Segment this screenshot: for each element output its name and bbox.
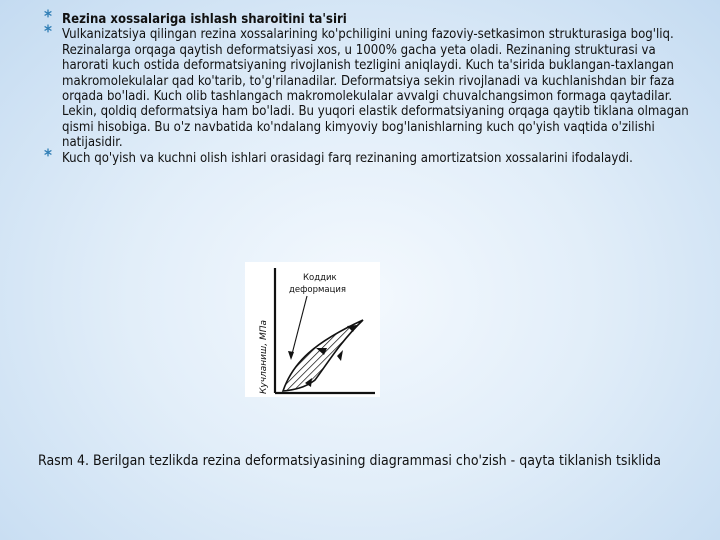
bullet-text: Kuch qo'yish va kuchni olish ishlari orasidagi farq rezinaning amortizatsion xossalarini ifodalaydi. [62, 150, 633, 166]
annotation-line-1: Коддик [303, 273, 337, 283]
bullet-text: Vulkanizatsiya qilingan rezina xossalarining ko'pchiligini uning fazoviy-setkasimon strukturasiga bog'liq. Rezinalarga orqaga qaytish deformatsiyasi xos, u 1000% gacha yeta oladi. Rezinaning strukturasi va harorati kuch ostida deformatsiyaning rivojlanish tezligini aniqlaydi. Kuch ta'sirida buklangan-taxlangan makromolekulalar qad ko'tarib, to'g'rilanadilar. Deformatsiya sekin rivojlanadi va kuchlanishdan bir faza orqada bo'ladi. Kuch olib tashlangach makromolekulalar avvalgi chuvalchangsimon formaga qaytadilar. Lekin, qoldiq deformatsiya ham bo'ladi. Bu yuqori elastik deformatsiyaning orqaga qaytib tiklana olmagan qismi hisobiga. Bu o'z navbatida ko'ndalang kimyoviy bog'lanishlarning kuch qo'yish vaqtida o'zilishi natijasidir. [62, 27, 689, 151]
star-bullet-icon: * [44, 7, 52, 27]
bullet-body [44, 22, 704, 151]
figure-caption: Rasm 4. Berilgan tezlikda rezina deformatsiyasining diagrammasi cho'zish - qayta tiklanish tsiklida [38, 453, 662, 469]
star-bullet-icon: * [44, 22, 52, 43]
bullet-text: Rezina xossalariga ishlash sharoitini ta'siri [62, 12, 347, 27]
bullet-list [44, 7, 704, 166]
bullet-heading [44, 7, 704, 27]
annotation-line-2: деформация [289, 285, 347, 295]
star-bullet-icon: * [44, 145, 52, 166]
hysteresis-diagram [245, 262, 380, 397]
hysteresis-diagram-svg [245, 262, 380, 397]
y-axis-label: Кучланиш, МПа [259, 319, 269, 394]
bullet-summary [44, 145, 704, 166]
